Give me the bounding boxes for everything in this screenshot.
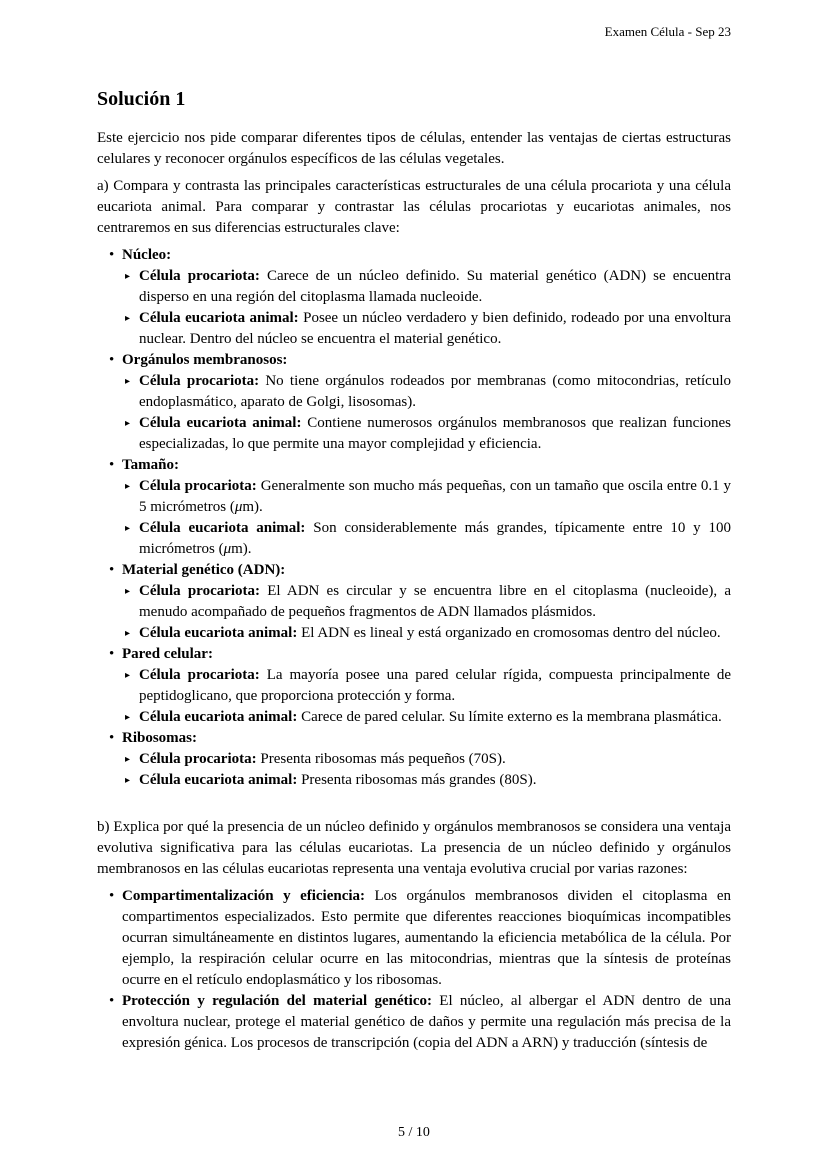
sub-bullet-list: [122, 749, 731, 791]
list-item: [97, 455, 731, 560]
text-run: Material genético (ADN):: [122, 562, 286, 578]
sub-bullet-list: [122, 266, 731, 350]
list-item: [122, 665, 731, 707]
sub-bullet-list: [122, 581, 731, 644]
list-item: [97, 728, 731, 791]
text-run: Compartimentalización y eficiencia:: [122, 888, 366, 904]
text-run: Célula procariota:: [139, 751, 257, 767]
list-item: [97, 886, 731, 991]
list-item: [122, 371, 731, 413]
triangle-bullet-icon: ▸: [125, 628, 131, 639]
bullet-icon: •: [109, 888, 115, 904]
text-run: Generalmente son mucho más pequeñas, con un tamaño que oscila entre 0.1 y 5 micrómetros (: [139, 478, 731, 515]
triangle-bullet-icon: ▸: [125, 313, 131, 324]
text-run: Son considerablemente más grandes, típicamente entre 10 y 100 micrómetros (: [139, 520, 731, 557]
list-item: [97, 560, 731, 644]
text-run: Tamaño:: [122, 457, 179, 473]
page-footer: [0, 1124, 828, 1141]
bullet-icon: •: [109, 993, 115, 1009]
list-item: [122, 749, 731, 770]
text-run: Presenta ribosomas más grandes (80S).: [297, 772, 537, 788]
text-run: Presenta ribosomas más pequeños (70S).: [256, 751, 506, 767]
list-item: [122, 518, 731, 560]
text-run: m).: [231, 541, 252, 557]
page-number: 5 / 10: [398, 1125, 430, 1140]
text-run: Contiene numerosos orgánulos membranosos que realizan funciones especializadas, lo que permite una mayor complejidad y eficiencia.: [139, 415, 731, 452]
triangle-bullet-icon: ▸: [125, 670, 131, 681]
triangle-bullet-icon: ▸: [125, 775, 131, 786]
paragraph: [97, 176, 731, 239]
text-run: Pared celular:: [122, 646, 213, 662]
text-run: Célula procariota:: [139, 478, 257, 494]
triangle-bullet-icon: ▸: [125, 523, 131, 534]
bullet-icon: •: [109, 247, 115, 263]
triangle-bullet-icon: ▸: [125, 418, 131, 429]
list-item: [122, 413, 731, 455]
bullet-icon: •: [109, 730, 115, 746]
list-item: [97, 644, 731, 728]
text-run: No tiene orgánulos rodeados por membranas (como mitocondrias, retículo endoplasmático, aparato de Golgi, lisosomas).: [139, 373, 732, 410]
sub-bullet-list: [122, 371, 731, 455]
document-content: [97, 86, 731, 1060]
text-run: Carece de pared celular. Su límite externo es la membrana plasmática.: [297, 709, 722, 725]
header-title: Examen Célula - Sep 23: [604, 24, 731, 39]
bullet-icon: •: [109, 457, 115, 473]
text-run: Célula eucariota animal:: [139, 772, 298, 788]
list-item: [122, 266, 731, 308]
list-item: [122, 581, 731, 623]
blocks-container: [97, 128, 731, 1054]
text-run: El ADN es circular y se encuentra libre en el citoplasma (nucleoide), a menudo acompañado de pequeños fragmentos de ADN llamados plásmidos.: [139, 583, 731, 620]
sub-bullet-list: [122, 476, 731, 560]
bullet-icon: •: [109, 646, 115, 662]
text-run: Ribosomas:: [122, 730, 198, 746]
text-run: Célula eucariota animal:: [139, 625, 298, 641]
triangle-bullet-icon: ▸: [125, 754, 131, 765]
bullet-list: [97, 886, 731, 1054]
text-run: Célula eucariota animal:: [139, 709, 298, 725]
text-run: Célula procariota:: [139, 268, 260, 284]
list-item: [97, 245, 731, 350]
text-run: Orgánulos membranosos:: [122, 352, 288, 368]
running-header: [97, 24, 731, 40]
text-run: Carece de un núcleo definido. Su material genético (ADN) se encuentra disperso en una región del citoplasma llamada nucleoide.: [139, 268, 731, 305]
text-run: Protección y regulación del material genético:: [122, 993, 432, 1009]
text-run: Célula eucariota animal:: [139, 520, 306, 536]
text-run: Este ejercicio nos pide comparar diferentes tipos de células, entender las ventajas de ciertas estructuras celulares y reconocer orgánulos específicos de las células vegetales.: [97, 130, 731, 167]
text-run: Célula eucariota animal:: [139, 415, 302, 431]
triangle-bullet-icon: ▸: [125, 376, 131, 387]
text-run: b) Explica por qué la presencia de un núcleo definido y orgánulos membranosos se considera una ventaja evolutiva significativa para las células eucariotas. La presencia de un núcleo definido y orgánulos membranosos en las células eucariotas representa una ventaja evolutiva crucial por varias razones:: [97, 819, 731, 877]
triangle-bullet-icon: ▸: [125, 712, 131, 723]
list-item: [122, 308, 731, 350]
list-item: [97, 350, 731, 455]
bullet-icon: •: [109, 352, 115, 368]
list-item: [122, 623, 731, 644]
triangle-bullet-icon: ▸: [125, 271, 131, 282]
text-run: μ: [234, 499, 243, 515]
triangle-bullet-icon: ▸: [125, 586, 131, 597]
list-item: [122, 476, 731, 518]
text-run: μ: [223, 541, 232, 557]
text-run: La mayoría posee una pared celular rígida, compuesta principalmente de peptidoglicano, que proporciona protección y forma.: [139, 667, 731, 704]
triangle-bullet-icon: ▸: [125, 481, 131, 492]
text-run: Los orgánulos membranosos dividen el citoplasma en compartimentos especializados. Esto permite que diferentes reacciones bioquímicas incompatibles ocurran simultáneamente en distintos lugares, aumentando la eficiencia metabólica de la célula. Por ejemplo, la respiración celular ocurre en las mitocondrias, mientras que la síntesis de proteínas ocurre en el retículo endoplasmático y los ribosomas.: [122, 888, 731, 988]
text-run: Célula eucariota animal:: [139, 310, 299, 326]
text-run: a) Compara y contrasta las principales características estructurales de una célula procariota y una célula eucariota animal. Para comparar y contrastar las células procariotas y eucariotas animales, nos centraremos en sus diferencias estructurales clave:: [97, 178, 731, 236]
text-run: Célula procariota:: [139, 583, 261, 599]
text-run: El ADN es lineal y está organizado en cromosomas dentro del núcleo.: [297, 625, 721, 641]
text-run: Célula procariota:: [139, 373, 260, 389]
sub-bullet-list: [122, 665, 731, 728]
paragraph: [97, 817, 731, 880]
paragraph: [97, 128, 731, 170]
bullet-icon: •: [109, 562, 115, 578]
text-run: Posee un núcleo verdadero y bien definido, rodeado por una envoltura nuclear. Dentro del núcleo se encuentra el material genético.: [139, 310, 731, 347]
list-item: [122, 770, 731, 791]
list-item: [97, 991, 731, 1054]
text-run: m).: [242, 499, 263, 515]
text-run: El núcleo, al albergar el ADN dentro de una envoltura nuclear, protege el material genético de daños y permite una regulación más precisa de la expresión génica. Los procesos de transcripción (copia del ADN a ARN) y traducción (síntesis de: [122, 993, 732, 1051]
bullet-list: [97, 245, 731, 791]
text-run: Célula procariota:: [139, 667, 260, 683]
section-title: Solución 1: [97, 88, 186, 110]
text-run: Núcleo:: [122, 247, 172, 263]
list-item: [122, 707, 731, 728]
vertical-spacer: [97, 797, 731, 817]
